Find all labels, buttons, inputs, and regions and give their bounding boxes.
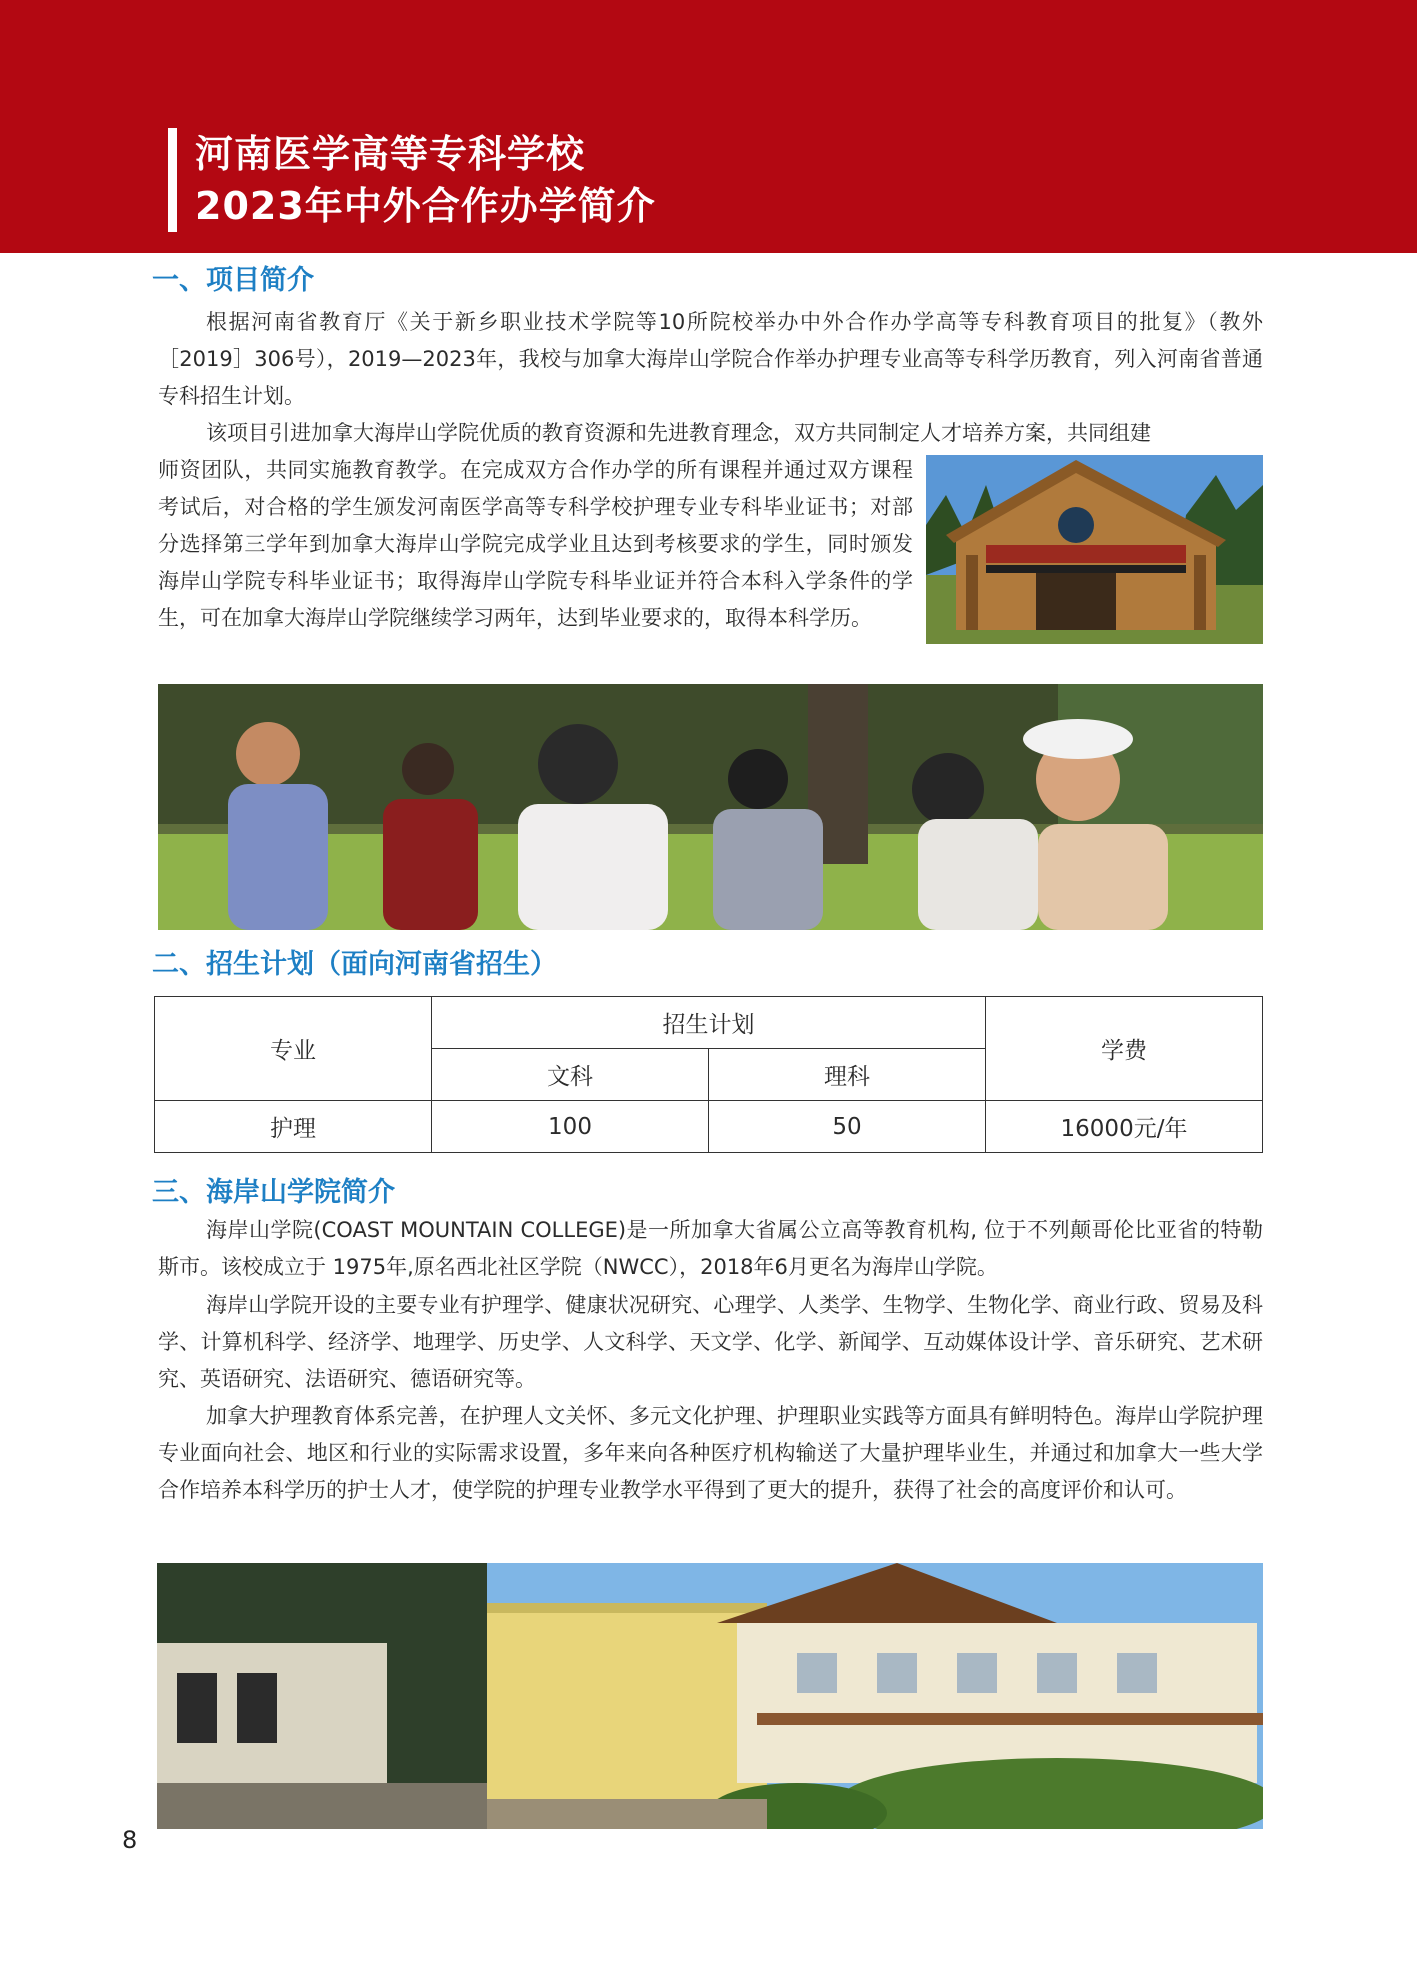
title-block — [168, 128, 656, 232]
college-intro-paragraph-1: 海岸山学院(COAST MOUNTAIN COLLEGE)是一所加拿大省属公立高等教育机构, 位于不列颠哥伦比亚省的特勒斯市。该校成立于 1975年,原名西北社区学院（NWCC），2018年6月更名为海岸山学院。 — [158, 1218, 1263, 1279]
section-heading-project-intro: 一、项目简介 — [152, 265, 314, 296]
table-row — [155, 1101, 1263, 1153]
college-intro-paragraph-2: 海岸山学院开设的主要专业有护理学、健康状况研究、心理学、人类学、生物学、生物化学、商业行政、贸易及科学、计算机科学、经济学、地理学、历史学、人文科学、天文学、化学、新闻学、互动媒体设计学、音乐研究、艺术研究、英语研究、法语研究、德语研究等。 — [158, 1293, 1263, 1391]
cell-arts-quota: 100 — [432, 1101, 709, 1153]
cell-science-quota: 50 — [709, 1101, 986, 1153]
column-header-major: 专业 — [155, 997, 432, 1101]
section-heading-enrollment-plan: 二、招生计划（面向河南省招生） — [152, 949, 557, 980]
enrollment-plan-table — [154, 996, 1263, 1153]
page-number: 8 — [122, 1826, 138, 1854]
campus-photo — [157, 1563, 1263, 1829]
section-heading-college-intro: 三、海岸山学院简介 — [152, 1177, 395, 1208]
project-intro-paragraph-2-lead: 该项目引进加拿大海岸山学院优质的教育资源和先进教育理念，双方共同制定人才培养方案，共同组建 — [206, 421, 1151, 445]
brochure-title: 2023年中外合作办学简介 — [195, 184, 656, 228]
column-header-plan: 招生计划 — [432, 997, 986, 1049]
header-banner — [0, 0, 1417, 253]
column-header-science: 理科 — [709, 1049, 986, 1101]
column-header-fee: 学费 — [986, 997, 1263, 1101]
table-header-row — [155, 997, 1263, 1049]
project-intro-paragraph-1: 根据河南省教育厅《关于新乡职业技术学院等10所院校举办中外合作办学高等专科教育项目的批复》（教外［2019］306号），2019—2023年，我校与加拿大海岸山学院合作举办护理专业高等专科学历教育，列入河南省普通专科招生计划。 — [158, 310, 1263, 408]
project-intro-paragraph-2-rest: 师资团队，共同实施教育教学。在完成双方合作办学的所有课程并通过双方课程考试后，对合格的学生颁发河南医学高等专科学校护理专业专科毕业证书；对部分选择第三学年到加拿大海岸山学院完成学业且达到考核要求的学生，同时颁发海岸山学院专科毕业证书；取得海岸山学院专科毕业证并符合本科入学条件的学生，可在加拿大海岸山学院继续学习两年，达到毕业要求的，取得本科学历。 — [158, 458, 913, 630]
college-intro-paragraph-3: 加拿大护理教育体系完善，在护理人文关怀、多元文化护理、护理职业实践等方面具有鲜明特色。海岸山学院护理专业面向社会、地区和行业的实际需求设置，多年来向各种医疗机构输送了大量护理毕业生，并通过和加拿大一些大学合作培养本科学历的护士人才，使学院的护理专业教学水平得到了更大的提升，获得了社会的高度评价和认可。 — [158, 1404, 1263, 1502]
cell-major-nursing: 护理 — [155, 1101, 432, 1153]
column-header-arts: 文科 — [432, 1049, 709, 1101]
school-name-title: 河南医学高等专科学校 — [195, 132, 586, 176]
students-photo — [158, 684, 1263, 930]
cell-tuition-fee: 16000元/年 — [986, 1101, 1263, 1153]
project-intro-paragraph-2 — [158, 415, 1263, 452]
longhouse-photo — [926, 455, 1263, 644]
